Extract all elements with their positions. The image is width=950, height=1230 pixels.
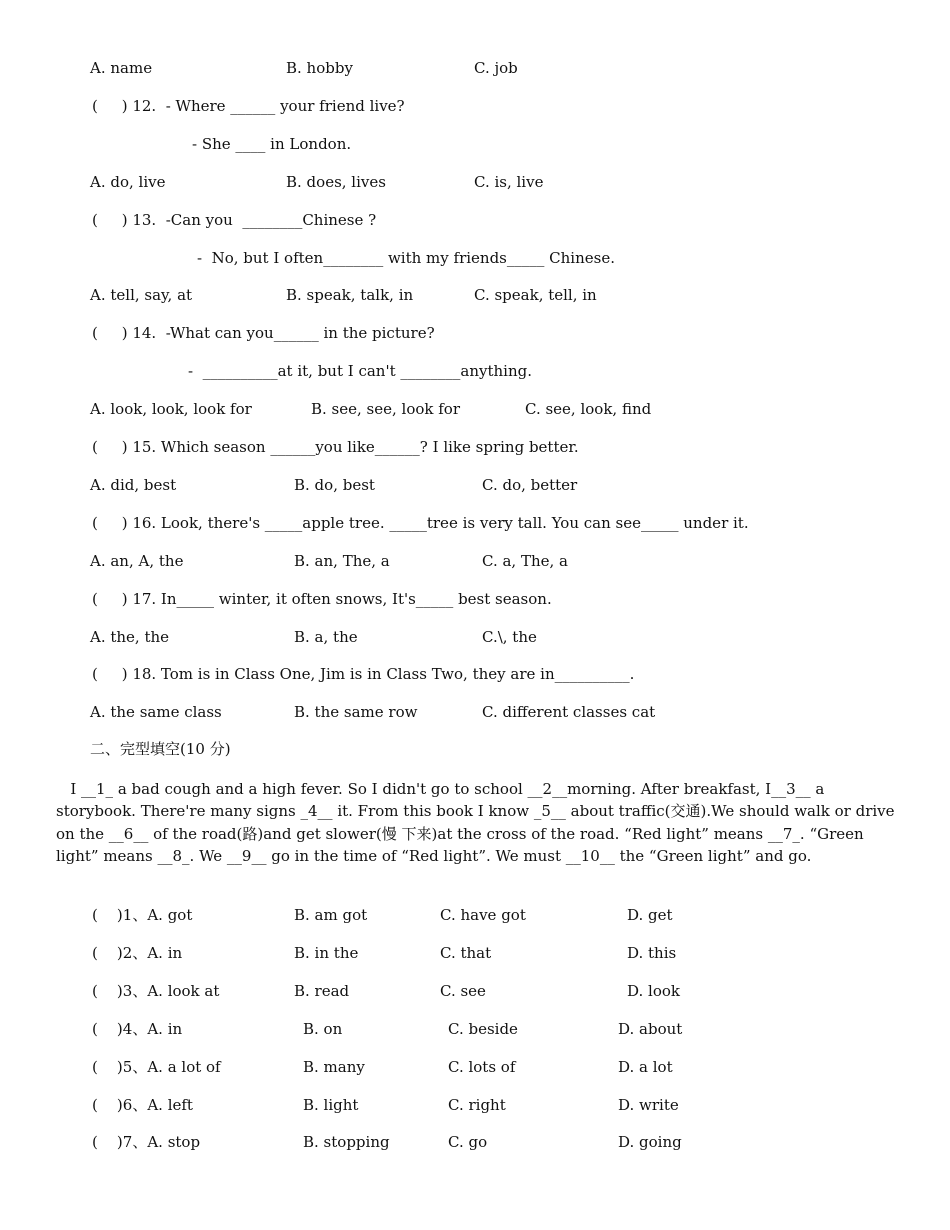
cloze-paragraph	[56, 778, 901, 868]
answer-option: C. do, better	[482, 476, 578, 494]
answer-option: A. the, the	[90, 628, 170, 646]
question-line: ( ) 14. -What can you______ in the picture?	[92, 324, 435, 342]
question-line: ( ) 18. Tom is in Class One, Jim is in Class Two, they are in__________.	[92, 665, 635, 683]
question-line: ( ) 16. Look, there's _____apple tree. _____tree is very tall. You can see_____ under it.	[92, 514, 749, 532]
cloze-question-number: ( )6、A. left	[92, 1096, 193, 1114]
cloze-option: B. light	[303, 1096, 359, 1114]
question-line: - No, but I often________ with my friends_____ Chinese.	[197, 249, 615, 267]
cloze-question-number: ( )4、A. in	[92, 1020, 183, 1038]
cloze-option: B. read	[294, 982, 350, 1000]
answer-option: B. hobby	[286, 59, 353, 77]
cloze-option: C. see	[440, 982, 486, 1000]
question-line: ( ) 13. -Can you ________Chinese ?	[92, 211, 377, 229]
cloze-option: D. a lot	[618, 1058, 673, 1076]
cloze-option: D. get	[627, 906, 673, 924]
answer-option: B. the same row	[294, 703, 418, 721]
cloze-option: C. that	[440, 944, 492, 962]
answer-option: A. name	[90, 59, 153, 77]
cloze-question-number: ( )5、A. a lot of	[92, 1058, 221, 1076]
cloze-option: C. have got	[440, 906, 526, 924]
cloze-option: D. write	[618, 1096, 679, 1114]
cloze-question-number: ( )2、A. in	[92, 944, 183, 962]
cloze-option: B. many	[303, 1058, 365, 1076]
cloze-option: B. stopping	[303, 1133, 390, 1151]
answer-option: B. an, The, a	[294, 552, 390, 570]
answer-option: C. different classes cat	[482, 703, 656, 721]
answer-option: A. do, live	[90, 173, 166, 191]
answer-option: B. a, the	[294, 628, 358, 646]
answer-option: C. see, look, find	[525, 400, 652, 418]
answer-option: C. a, The, a	[482, 552, 568, 570]
answer-option: B. do, best	[294, 476, 375, 494]
answer-option: A. look, look, look for	[90, 400, 252, 418]
answer-option: A. an, A, the	[90, 552, 184, 570]
cloze-paragraph-text: I __1_ a bad cough and a high fever. So I didn't go to school __2__morning. After breakfast, I__3__ a storybook. There're many signs _4__ it. From this book I know _5__ about traffic(交通).We should walk or drive on the __6__ of the road(路)and get slower(慢 下来)at the cross of the road. “Red light” means __7_. “Green light” means __8_. We __9__ go in the time of “Red light”. We must __10__ the “Green light” and go.	[56, 780, 900, 866]
answer-option: C.\, the	[482, 628, 537, 646]
cloze-option: B. on	[303, 1020, 343, 1038]
cloze-option: C. right	[448, 1096, 506, 1114]
answer-option: C. job	[474, 59, 518, 77]
cloze-option: D. look	[627, 982, 680, 1000]
cloze-option: C. lots of	[448, 1058, 516, 1076]
answer-option: B. speak, talk, in	[286, 286, 414, 304]
answer-option: A. did, best	[90, 476, 177, 494]
cloze-option: B. am got	[294, 906, 368, 924]
answer-option: C. is, live	[474, 173, 544, 191]
answer-option: C. speak, tell, in	[474, 286, 597, 304]
cloze-question-number: ( )7、A. stop	[92, 1133, 201, 1151]
question-line: ( ) 12. - Where ______ your friend live?	[92, 97, 405, 115]
question-line: - __________at it, but I can't ________anything.	[188, 362, 532, 380]
cloze-option: B. in the	[294, 944, 359, 962]
cloze-option: D. going	[618, 1133, 682, 1151]
section-title: 二、完型填空(10 分)	[90, 740, 231, 758]
answer-option: A. tell, say, at	[90, 286, 193, 304]
cloze-option: D. this	[627, 944, 677, 962]
answer-option: B. see, see, look for	[311, 400, 461, 418]
answer-option: B. does, lives	[286, 173, 386, 191]
question-line: ( ) 15. Which season ______you like______? I like spring better.	[92, 438, 579, 456]
answer-option: A. the same class	[90, 703, 222, 721]
question-line: ( ) 17. In_____ winter, it often snows, It's_____ best season.	[92, 590, 552, 608]
question-line: - She ____ in London.	[192, 135, 352, 153]
cloze-option: D. about	[618, 1020, 683, 1038]
cloze-question-number: ( )3、A. look at	[92, 982, 220, 1000]
cloze-option: C. beside	[448, 1020, 518, 1038]
cloze-question-number: ( )1、A. got	[92, 906, 193, 924]
cloze-option: C. go	[448, 1133, 488, 1151]
